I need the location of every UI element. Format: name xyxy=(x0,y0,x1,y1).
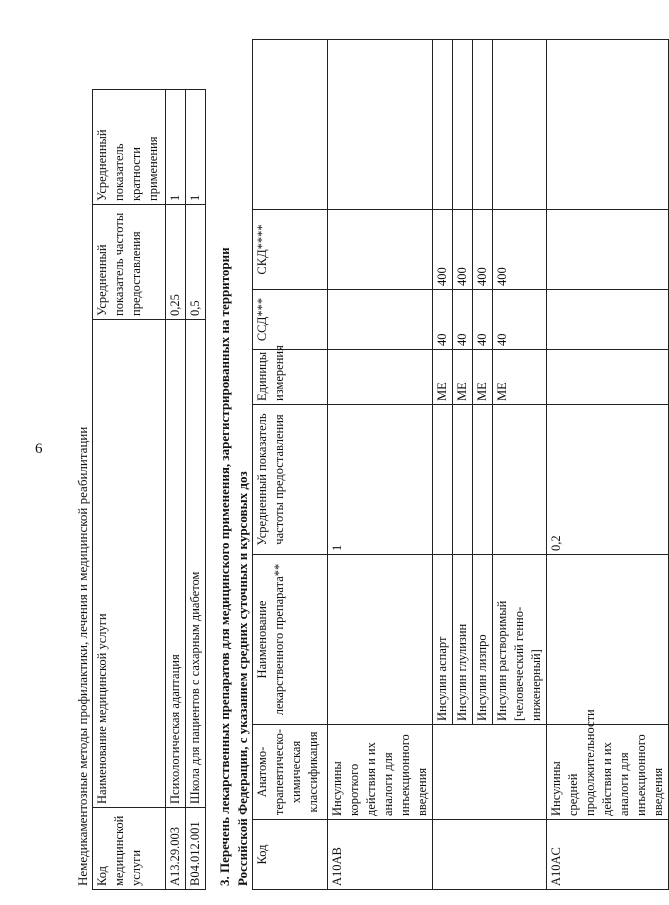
page-number: 6 xyxy=(35,441,43,457)
service-name: Школа для пациентов с сахарным диабетом xyxy=(186,320,206,808)
service-name: Психологическая адаптация xyxy=(166,320,186,808)
col-header-drug-name: Наименование лекарственного препарата** xyxy=(253,555,328,725)
drug-name: Инсулин аспарт xyxy=(433,555,453,725)
drug-name: Инсулин глулизин xyxy=(453,555,473,725)
col-header-service-name: Наименование медицинской услуги xyxy=(93,320,166,808)
empty-cell xyxy=(493,725,547,820)
drug-unit: МЕ xyxy=(473,350,493,405)
drug-ssd: 40 xyxy=(493,290,547,350)
table-row xyxy=(328,40,433,890)
table-row xyxy=(453,40,473,890)
service-code: A13.29.003 xyxy=(166,808,186,890)
drugs-section-title-continued: Российской Федерации, с указанием средних суточных и курсовых доз xyxy=(235,471,250,886)
drug-unit: МЕ xyxy=(453,350,473,405)
col-header-frequency: Усредненный показатель частоты предоставления xyxy=(253,405,328,555)
drugs-section-title: 3. Перечень лекарственных препаратов для медицинского применения, зарегистрированных на территории xyxy=(217,247,232,886)
table-row xyxy=(186,90,206,890)
table-header-row xyxy=(253,40,328,890)
empty-cell xyxy=(493,820,547,890)
group-frequency: 0,2 xyxy=(547,405,669,555)
empty-cell xyxy=(453,405,473,555)
atc-code: A10AB xyxy=(328,820,433,890)
service-frequency: 0,5 xyxy=(186,205,206,320)
empty-cell xyxy=(433,40,453,210)
empty-cell xyxy=(328,210,433,290)
col-header-code: Код медицинской услуги xyxy=(93,808,166,890)
col-header-frequency: Усредненный показатель частоты предоставления xyxy=(93,205,166,320)
drug-skd: 400 xyxy=(433,210,453,290)
group-frequency: 1 xyxy=(328,405,433,555)
drug-unit: МЕ xyxy=(493,350,547,405)
service-multiplicity: 1 xyxy=(166,90,186,205)
empty-cell xyxy=(547,290,669,350)
drug-skd: 400 xyxy=(493,210,547,290)
drug-ssd: 40 xyxy=(453,290,473,350)
drug-skd: 400 xyxy=(453,210,473,290)
drug-ssd: 40 xyxy=(433,290,453,350)
empty-cell xyxy=(473,405,493,555)
col-header-atc: Анатомо-терапевтическо-химическая классификация xyxy=(253,725,328,820)
drugs-table xyxy=(252,39,669,890)
empty-cell xyxy=(547,555,669,725)
atc-group-name: Инсулины короткого действия и их аналоги для инъекционного введения xyxy=(328,725,433,820)
table-row xyxy=(166,90,186,890)
nonmed-section-caption: Немедикаментозные методы профилактики, лечения и медицинской реабилитации xyxy=(75,426,90,886)
empty-cell xyxy=(547,40,669,210)
col-header-multiplicity: Усредненный показатель кратности применения xyxy=(93,90,166,205)
col-header-empty xyxy=(253,40,328,210)
empty-cell xyxy=(473,820,493,890)
empty-cell xyxy=(433,725,453,820)
col-header-skd: СКД**** xyxy=(253,210,328,290)
table-row xyxy=(433,40,453,890)
drug-name: Инсулин растворимый [человеческий генно-инженерный] xyxy=(493,555,547,725)
table-row xyxy=(547,40,669,890)
empty-cell xyxy=(493,405,547,555)
empty-cell xyxy=(453,40,473,210)
empty-cell xyxy=(547,350,669,405)
rotated-page-content xyxy=(70,35,665,890)
nonmed-services-table xyxy=(92,89,206,890)
empty-cell xyxy=(473,725,493,820)
col-header-code: Код xyxy=(253,820,328,890)
drug-name-empty xyxy=(328,555,433,725)
service-frequency: 0,25 xyxy=(166,205,186,320)
col-header-ssd: ССД*** xyxy=(253,290,328,350)
empty-cell xyxy=(328,40,433,210)
empty-cell xyxy=(453,725,473,820)
table-row xyxy=(473,40,493,890)
drug-unit: МЕ xyxy=(433,350,453,405)
empty-cell xyxy=(547,210,669,290)
drug-name: Инсулин лизпро xyxy=(473,555,493,725)
drug-skd: 400 xyxy=(473,210,493,290)
service-code: B04.012.001 xyxy=(186,808,206,890)
empty-cell xyxy=(328,350,433,405)
empty-cell xyxy=(453,820,473,890)
empty-cell xyxy=(473,40,493,210)
drug-ssd: 40 xyxy=(473,290,493,350)
empty-cell xyxy=(433,405,453,555)
atc-code: A10AC xyxy=(547,820,669,890)
empty-cell xyxy=(433,820,453,890)
atc-group-name: Инсулины средней продолжительности действия и их аналоги для инъекционного введения xyxy=(547,725,669,820)
empty-cell xyxy=(328,290,433,350)
table-header-row xyxy=(93,90,166,890)
empty-cell xyxy=(493,40,547,210)
col-header-unit: Единицы измерения xyxy=(253,350,328,405)
table-row xyxy=(493,40,547,890)
service-multiplicity: 1 xyxy=(186,90,206,205)
